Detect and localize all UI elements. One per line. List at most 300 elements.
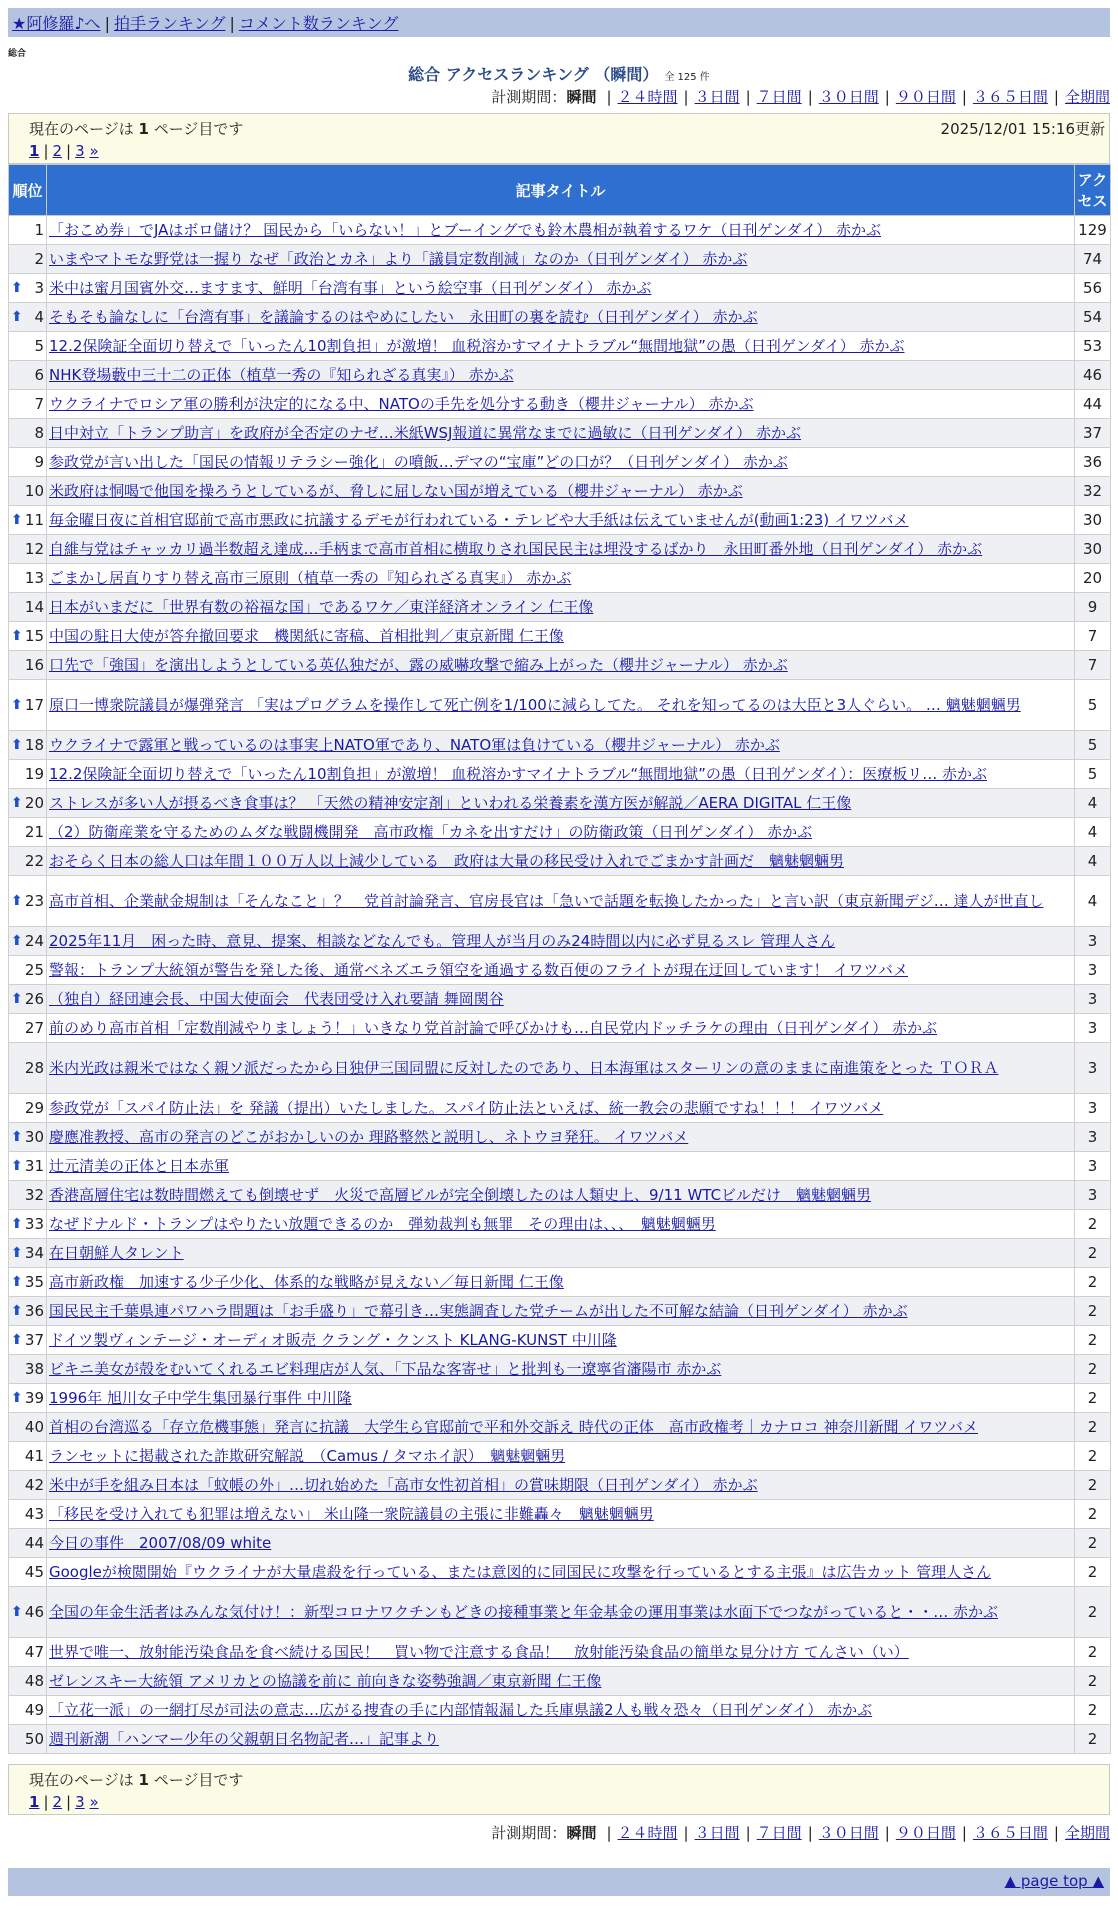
article-link[interactable]: いまやマトモな野党は一握り なぜ「政治とカネ」より「議員定数削減」なのか（日刊ゲンダイ） 赤かぶ — [49, 250, 748, 268]
rank-cell — [9, 1667, 47, 1696]
page-info-panel-top — [8, 113, 1110, 164]
rank-number: 32 — [24, 1186, 44, 1204]
title-cell — [47, 477, 1075, 506]
period-separator: | — [683, 1824, 689, 1842]
article-link[interactable]: 在日朝鮮人タレント — [49, 1244, 184, 1262]
period-link[interactable]: ７日間 — [756, 1824, 802, 1842]
period-link[interactable]: ３６５日間 — [972, 1824, 1048, 1842]
table-row — [9, 1500, 1111, 1529]
rank-cell — [9, 1152, 47, 1181]
title-cell — [47, 876, 1075, 927]
table-row — [9, 1558, 1111, 1587]
title-cell — [47, 760, 1075, 789]
rank-cell — [9, 1587, 47, 1638]
period-separator: | — [961, 1824, 967, 1842]
access-count: 4 — [1075, 876, 1111, 927]
period-separator: | — [683, 88, 689, 106]
article-link[interactable]: NHK登場藪中三十二の正体（植草一秀の『知られざる真実』） 赤かぶ — [49, 366, 514, 384]
article-link[interactable]: おそらく日本の総人口は年間１００万人以上減少している 政府は大量の移民受け入れでごまかす計画だ 魑魅魍魎男 — [49, 852, 845, 870]
rank-number: 25 — [24, 961, 44, 979]
access-count: 53 — [1075, 332, 1111, 361]
pager-next-link[interactable]: » — [89, 1793, 99, 1811]
article-link[interactable]: 12.2保険証全面切り替えで「いったん10割負担」が激増！ 血税溶かすマイナトラブル“無間地獄”の愚（日刊ゲンダイ） 赤かぶ — [49, 337, 905, 355]
table-row — [9, 390, 1111, 419]
rank-number: 21 — [24, 823, 44, 841]
title-cell — [47, 1210, 1075, 1239]
nav-separator: | — [104, 14, 110, 33]
article-link[interactable]: 辻元清美の正体と日本赤軍 — [49, 1157, 230, 1175]
title-cell — [47, 1667, 1075, 1696]
rank-cell — [9, 1123, 47, 1152]
pager-page-link[interactable]: 2 — [52, 1793, 63, 1811]
rank-cell — [9, 1471, 47, 1500]
rank-cell — [9, 1384, 47, 1413]
access-count: 3 — [1075, 1181, 1111, 1210]
table-row — [9, 564, 1111, 593]
article-link[interactable]: 米中は蜜月国賓外交…ますます、鮮明「台湾有事」という絵空事（日刊ゲンダイ） 赤かぶ — [49, 279, 652, 297]
rank-number: 47 — [24, 1643, 44, 1661]
pager-next-link[interactable]: » — [89, 142, 99, 160]
rank-cell — [9, 1297, 47, 1326]
up-arrow-icon: ⬆ — [11, 893, 23, 909]
rank-cell — [9, 651, 47, 680]
access-count: 2 — [1075, 1210, 1111, 1239]
title-cell — [47, 622, 1075, 651]
table-row — [9, 1587, 1111, 1638]
title-cell — [47, 1123, 1075, 1152]
access-count: 2 — [1075, 1558, 1111, 1587]
rank-cell — [9, 956, 47, 985]
article-link[interactable]: 原口一博衆院議員が爆弾発言 「実はプログラムを操作して死亡例を1/100に減らしてた。 それを知ってるのは大臣と3人ぐらい。 … 魑魅魍魎男 — [49, 696, 1021, 714]
title-cell — [47, 1413, 1075, 1442]
title-cell — [47, 1558, 1075, 1587]
period-separator: | — [961, 88, 967, 106]
period-link[interactable]: ３０日間 — [818, 1824, 879, 1842]
access-count: 2 — [1075, 1442, 1111, 1471]
access-count: 2 — [1075, 1529, 1111, 1558]
rank-cell — [9, 622, 47, 651]
article-link[interactable]: 慶應准教授、高市の発言のどこがおかしいのか 理路整然と説明し、ネトウヨ発狂。 イワツバメ — [49, 1128, 689, 1146]
period-link[interactable]: ９０日間 — [895, 1824, 956, 1842]
period-separator: | — [884, 1824, 890, 1842]
rank-cell — [9, 1239, 47, 1268]
rank-number: 31 — [24, 1157, 44, 1175]
access-count: 2 — [1075, 1268, 1111, 1297]
period-current: 瞬間 — [566, 1824, 597, 1842]
rank-cell — [9, 731, 47, 760]
title-cell — [47, 390, 1075, 419]
section-label: 総合 — [8, 49, 27, 59]
article-link[interactable]: 1996年 旭川女子中学生集団暴行事件 中川隆 — [49, 1389, 352, 1407]
table-row — [9, 1123, 1111, 1152]
period-link[interactable]: ３０日間 — [818, 88, 879, 106]
up-arrow-icon: ⬆ — [11, 1390, 23, 1406]
nav-separator: | — [229, 14, 235, 33]
up-arrow-icon: ⬆ — [11, 795, 23, 811]
access-count: 5 — [1075, 731, 1111, 760]
rank-number: 22 — [24, 852, 44, 870]
period-separator: | — [807, 88, 813, 106]
article-link[interactable]: 12.2保険証全面切り替えで「いったん10割負担」が激増！ 血税溶かすマイナトラブル“無間地獄”の愚（日刊ゲンダイ）：医療板リ… 赤かぶ — [49, 765, 987, 783]
total-count: 全 125 件 — [664, 72, 710, 83]
up-arrow-icon: ⬆ — [11, 1129, 23, 1145]
article-link[interactable]: 米内光政は親米ではなく親ソ派だったから日独伊三国同盟に反対したのであり、日本海軍はスターリンの意のままに南進策をとった ＴＯＲＡ — [49, 1059, 999, 1077]
rank-cell — [9, 1725, 47, 1754]
up-arrow-icon: ⬆ — [11, 1332, 23, 1348]
pager-page-link[interactable]: 3 — [75, 1793, 85, 1811]
period-link[interactable]: ３６５日間 — [972, 88, 1048, 106]
rank-cell — [9, 985, 47, 1014]
rank-cell — [9, 332, 47, 361]
page-info-number: 1 — [138, 120, 149, 138]
access-count: 30 — [1075, 506, 1111, 535]
up-arrow-icon: ⬆ — [11, 991, 23, 1007]
article-link[interactable]: そもそも論なしに「台湾有事」を議論するのはやめにしたい 永田町の裏を読む（日刊ゲンダイ） 赤かぶ — [49, 308, 758, 326]
access-count: 5 — [1075, 760, 1111, 789]
header-access: アクセス — [1075, 165, 1111, 216]
pager-page-link[interactable]: 2 — [52, 142, 63, 160]
table-row — [9, 1355, 1111, 1384]
article-link[interactable]: ドイツ製ヴィンテージ・オーディオ販売 クラング・クンスト KLANG-KUNST 中川隆 — [49, 1331, 617, 1349]
article-link[interactable]: ランセットに掲載された詐欺研究解説 （Camus / タマホイ訳） 魑魅魍魎男 — [49, 1447, 566, 1465]
rank-number: 14 — [24, 598, 44, 616]
rank-number: 35 — [24, 1273, 44, 1291]
rank-number: 41 — [24, 1447, 44, 1465]
title-cell — [47, 985, 1075, 1014]
table-row — [9, 506, 1111, 535]
rank-number: 9 — [34, 453, 44, 471]
pager-page-link[interactable]: 1 — [29, 1793, 40, 1811]
article-link[interactable]: 参政党が言い出した「国民の情報リテラシー強化」の噴飯…デマの“宝庫”どの口が？（日刊ゲンダイ） 赤かぶ — [49, 453, 788, 471]
page-info-text — [29, 118, 243, 139]
table-row — [9, 1268, 1111, 1297]
rank-number: 20 — [24, 794, 44, 812]
period-selector-bottom — [491, 1822, 1110, 1843]
access-count: 3 — [1075, 1014, 1111, 1043]
rank-number: 1 — [34, 221, 44, 239]
rank-number: 19 — [24, 765, 44, 783]
table-row — [9, 927, 1111, 956]
table-row — [9, 956, 1111, 985]
rank-number: 50 — [24, 1730, 44, 1748]
rank-cell — [9, 361, 47, 390]
article-link[interactable]: 「立花一派」の一網打尽が司法の意志…広がる捜査の手に内部情報漏した兵庫県議2人も戦々恐々（日刊ゲンダイ） 赤かぶ — [49, 1701, 873, 1719]
article-link[interactable]: 世界で唯一、放射能汚染食品を食べ続ける国民！ 買い物で注意する食品！ 放射能汚染食品の簡単な見分け方 てんさい（い） — [49, 1643, 909, 1661]
access-count: 3 — [1075, 927, 1111, 956]
rank-cell — [9, 1181, 47, 1210]
page-top-link[interactable]: ▲ page top ▲ — [1004, 1872, 1104, 1890]
article-link[interactable]: （2）防衛産業を守るためのムダな戦闘機開発 高市政権「カネを出すだけ」の防衛政策（日刊ゲンダイ） 赤かぶ — [49, 823, 813, 841]
up-arrow-icon: ⬆ — [11, 1245, 23, 1261]
access-count: 2 — [1075, 1587, 1111, 1638]
access-count: 2 — [1075, 1471, 1111, 1500]
table-row — [9, 680, 1111, 731]
access-count: 3 — [1075, 1152, 1111, 1181]
rank-number: 30 — [24, 1128, 44, 1146]
access-count: 2 — [1075, 1326, 1111, 1355]
table-row — [9, 1210, 1111, 1239]
title-cell — [47, 361, 1075, 390]
table-row — [9, 1239, 1111, 1268]
title-cell — [47, 927, 1075, 956]
table-row — [9, 216, 1111, 245]
period-link[interactable]: ９０日間 — [895, 88, 956, 106]
period-link[interactable]: 全期間 — [1064, 88, 1110, 106]
pager-top — [29, 142, 99, 160]
access-count: 7 — [1075, 622, 1111, 651]
rank-cell — [9, 1094, 47, 1123]
period-link[interactable]: ７日間 — [756, 88, 802, 106]
article-link[interactable]: 今日の事件 2007/08/09 white — [49, 1534, 272, 1552]
article-link[interactable]: 首相の台湾巡る「存立危機事態」発言に抗議 大学生ら官邸前で平和外交訴え 時代の正体 高市政権考｜カナロコ 神奈川新聞 イワツバメ — [49, 1418, 979, 1436]
article-link[interactable]: 全国の年金生活者はみんな気付け！：新型コロナワクチンもどきの接種事業と年金基金の運用事業は水面下でつながっていると・・… 赤かぶ — [49, 1603, 999, 1621]
up-arrow-icon: ⬆ — [11, 1274, 23, 1290]
article-link[interactable]: ゼレンスキー大統領 アメリカとの協議を前に 前向きな姿勢強調／東京新聞 仁王像 — [49, 1672, 602, 1690]
period-link[interactable]: ３日間 — [694, 88, 740, 106]
page-info-suffix: ページ目です — [153, 1771, 244, 1789]
period-link[interactable]: ３日間 — [694, 1824, 740, 1842]
period-separator: | — [1053, 88, 1059, 106]
rank-number: 46 — [24, 1603, 44, 1621]
article-link[interactable]: 毎金曜日夜に首相官邸前で高市悪政に抗議するデモが行われている・テレビや大手紙は伝えていませんが(動画1:23) イワツバメ — [49, 511, 909, 529]
rank-cell — [9, 847, 47, 876]
rank-cell — [9, 1043, 47, 1094]
article-link[interactable]: ビキニ美女が殻をむいてくれるエビ料理店が人気、「下品な客寄せ」と批判も一遼寧省瀋陽市 赤かぶ — [49, 1360, 722, 1378]
article-link[interactable]: なぜドナルド・トランプはやりたい放題できるのか 弾劾裁判も無罪 その理由は、、、 魑魅魍魎男 — [49, 1215, 716, 1233]
title-cell — [47, 1094, 1075, 1123]
period-separator: | — [807, 1824, 813, 1842]
rank-cell — [9, 1210, 47, 1239]
rank-number: 23 — [24, 892, 44, 910]
table-row — [9, 1297, 1111, 1326]
pager-separator: | — [66, 142, 72, 160]
article-link[interactable]: 自維与党はチャッカリ過半数超え達成…手柄まで高市首相に横取りされ国民民主は埋没するばかり 永田町番外地（日刊ゲンダイ） 赤かぶ — [49, 540, 983, 558]
title-cell — [47, 448, 1075, 477]
title-cell — [47, 1239, 1075, 1268]
article-link[interactable]: 国民民主千葉県連パワハラ問題は「お手盛り」で幕引き…実態調査した党チームが出した不可解な結論（日刊ゲンダイ） 赤かぶ — [49, 1302, 908, 1320]
rank-cell — [9, 535, 47, 564]
rank-number: 38 — [24, 1360, 44, 1378]
up-arrow-icon: ⬆ — [11, 697, 23, 713]
title-cell — [47, 1696, 1075, 1725]
rank-number: 44 — [24, 1534, 44, 1552]
rank-number: 10 — [24, 482, 44, 500]
access-count: 5 — [1075, 680, 1111, 731]
rank-cell — [9, 593, 47, 622]
rank-number: 36 — [24, 1302, 44, 1320]
rank-number: 33 — [24, 1215, 44, 1233]
up-arrow-icon: ⬆ — [11, 1216, 23, 1232]
table-row — [9, 1696, 1111, 1725]
table-row — [9, 789, 1111, 818]
table-row — [9, 303, 1111, 332]
article-link[interactable]: 「おこめ券」でJAはボロ儲け？ 国民から「いらない！」とブーイングでも鈴木農相が執着するワケ（日刊ゲンダイ） 赤かぶ — [49, 221, 882, 239]
table-row — [9, 448, 1111, 477]
rank-cell — [9, 303, 47, 332]
rank-cell — [9, 1326, 47, 1355]
access-count: 30 — [1075, 535, 1111, 564]
article-link[interactable]: ウクライナでロシア軍の勝利が決定的になる中、NATOの手先を処分する動き（櫻井ジャーナル） 赤かぶ — [49, 395, 754, 413]
rank-cell — [9, 390, 47, 419]
title-cell — [47, 535, 1075, 564]
title-cell — [47, 419, 1075, 448]
rank-cell — [9, 1014, 47, 1043]
period-current: 瞬間 — [566, 88, 597, 106]
article-link[interactable]: 警報：トランプ大統領が警告を発した後、通常ベネズエラ領空を通過する数百便のフライトが現在迂回しています！ イワツバメ — [49, 961, 909, 979]
rank-number: 3 — [34, 279, 44, 297]
rank-cell — [9, 1558, 47, 1587]
access-count: 129 — [1075, 216, 1111, 245]
rank-cell — [9, 1442, 47, 1471]
pager-bottom — [29, 1793, 99, 1811]
title-cell — [47, 789, 1075, 818]
rank-number: 49 — [24, 1701, 44, 1719]
access-count: 46 — [1075, 361, 1111, 390]
article-link[interactable]: 香港高層住宅は数時間燃えても倒壊せず 火災で高層ビルが完全倒壊したのは人類史上、9/11 WTCビルだけ 魑魅魍魎男 — [49, 1186, 872, 1204]
rank-number: 28 — [24, 1059, 44, 1077]
rank-number: 37 — [24, 1331, 44, 1349]
access-count: 2 — [1075, 1725, 1111, 1754]
period-separator: | — [884, 88, 890, 106]
title-cell — [47, 1014, 1075, 1043]
title-cell — [47, 1268, 1075, 1297]
table-row — [9, 1014, 1111, 1043]
title-cell — [47, 506, 1075, 535]
rank-number: 26 — [24, 990, 44, 1008]
header-rank: 順位 — [9, 165, 47, 216]
article-link[interactable]: 口先で「強国」を演出しようとしている英仏独だが、露の威嚇攻撃で縮み上がった（櫻井ジャーナル） 赤かぶ — [49, 656, 788, 674]
title-cell — [47, 216, 1075, 245]
title-cell — [47, 332, 1075, 361]
page-title-text: 総合 アクセスランキング （瞬間） — [408, 65, 659, 84]
article-link[interactable]: ごまかし居直りすり替え高市三原則（植草一秀の『知られざる真実』） 赤かぶ — [49, 569, 572, 587]
article-link[interactable]: 「移民を受け入れても犯罪は増えない」 米山隆一衆院議員の主張に非難轟々 魑魅魍魎男 — [49, 1505, 654, 1523]
table-row — [9, 1384, 1111, 1413]
article-link[interactable]: 米中が手を組み日本は「蚊帳の外」…切れ始めた「高市女性初首相」の賞味期限（日刊ゲンダイ） 赤かぶ — [49, 1476, 758, 1494]
article-link[interactable]: ウクライナで露軍と戦っているのは事実上NATO軍であり、NATO軍は負けている（櫻井ジャーナル） 赤かぶ — [49, 736, 780, 754]
page-info-panel-bottom — [8, 1764, 1110, 1815]
rank-cell — [9, 1500, 47, 1529]
access-count: 2 — [1075, 1696, 1111, 1725]
rank-cell — [9, 274, 47, 303]
period-link[interactable]: 全期間 — [1064, 1824, 1110, 1842]
table-row — [9, 1326, 1111, 1355]
title-cell — [47, 1043, 1075, 1094]
table-row — [9, 419, 1111, 448]
rank-cell — [9, 876, 47, 927]
article-link[interactable]: 高市新政権 加速する少子少化、体系的な戦略が見えない／毎日新聞 仁王像 — [49, 1273, 564, 1291]
rank-number: 43 — [24, 1505, 44, 1523]
nav-link-asyura[interactable]: ★阿修羅♪へ — [12, 14, 101, 33]
rank-cell — [9, 760, 47, 789]
access-count: 3 — [1075, 956, 1111, 985]
period-selector-top — [491, 86, 1110, 107]
title-cell — [47, 1587, 1075, 1638]
pager-separator: | — [43, 1793, 49, 1811]
article-link[interactable]: 米政府は恫喝で他国を操ろうとしているが、脅しに屈しない国が増えている（櫻井ジャーナル） 赤かぶ — [49, 482, 743, 500]
period-link[interactable]: ２４時間 — [617, 88, 678, 106]
ranking-table-body — [9, 216, 1111, 1754]
period-separator: | — [745, 88, 751, 106]
table-row — [9, 1471, 1111, 1500]
title-cell — [47, 1297, 1075, 1326]
title-cell — [47, 245, 1075, 274]
pager-page-link[interactable]: 1 — [29, 142, 40, 160]
table-row — [9, 332, 1111, 361]
rank-number: 7 — [34, 395, 44, 413]
updated-timestamp: 2025/12/01 15:16更新 — [940, 120, 1105, 138]
rank-cell — [9, 564, 47, 593]
article-link[interactable]: 週刊新潮「ハンマー少年の父親朝日名物記者…」記事より — [49, 1730, 440, 1748]
article-link[interactable]: 参政党が「スパイ防止法」を 発議（提出）いたしました。スパイ防止法といえば、統一教会の悲願ですね！！！ イワツバメ — [49, 1099, 884, 1117]
up-arrow-icon: ⬆ — [11, 309, 23, 325]
up-arrow-icon: ⬆ — [11, 737, 23, 753]
rank-cell — [9, 506, 47, 535]
nav-link-comment-ranking[interactable]: コメント数ランキング — [238, 14, 399, 33]
table-header-row — [9, 165, 1111, 216]
article-link[interactable]: ストレスが多い人が摂るべき食事は？ 「天然の精神安定剤」といわれる栄養素を漢方医が解説／AERA DIGITAL 仁王像 — [49, 794, 852, 812]
article-link[interactable]: （独自）経団連会長、中国大使面会 代表団受け入れ要請 舞岡関谷 — [49, 990, 504, 1008]
access-count: 37 — [1075, 419, 1111, 448]
table-row — [9, 535, 1111, 564]
rank-number: 16 — [24, 656, 44, 674]
rank-number: 39 — [24, 1389, 44, 1407]
page-info-number: 1 — [138, 1771, 149, 1789]
up-arrow-icon: ⬆ — [11, 1158, 23, 1174]
table-row — [9, 361, 1111, 390]
title-cell — [47, 1384, 1075, 1413]
title-cell — [47, 1152, 1075, 1181]
period-separator: | — [1053, 1824, 1059, 1842]
table-row — [9, 245, 1111, 274]
table-row — [9, 274, 1111, 303]
rank-cell — [9, 680, 47, 731]
article-link[interactable]: 日中対立「トランプ助言」を政府が全否定のナゼ…米紙WSJ報道に異常なまでに過敏に（日刊ゲンダイ） 赤かぶ — [49, 424, 802, 442]
table-row — [9, 1529, 1111, 1558]
table-row — [9, 847, 1111, 876]
table-row — [9, 593, 1111, 622]
article-link[interactable]: 中国の駐日大使が答弁撤回要求 機関紙に寄稿、首相批判／東京新聞 仁王像 — [49, 627, 564, 645]
pager-page-link[interactable]: 3 — [75, 142, 85, 160]
access-count: 2 — [1075, 1297, 1111, 1326]
access-count: 3 — [1075, 1123, 1111, 1152]
article-link[interactable]: 2025年11月 困った時、意見、提案、相談などなんでも。管理人が当月のみ24時間以内に必ず見るスレ 管理人さん — [49, 932, 836, 950]
rank-cell — [9, 818, 47, 847]
title-cell — [47, 1471, 1075, 1500]
page-title — [0, 62, 1118, 85]
article-link[interactable]: 高市首相、企業献金規制は「そんなこと」？ 党首討論発言、官房長官は「急いで話題を転換したかった」と言い訳（東京新聞デジ… 達人が世直し — [49, 892, 1044, 910]
up-arrow-icon: ⬆ — [11, 1604, 23, 1620]
rank-number: 27 — [24, 1019, 44, 1037]
access-count: 32 — [1075, 477, 1111, 506]
ranking-table — [8, 164, 1111, 1754]
article-link[interactable]: Googleが検閲開始『ウクライナが大量虐殺を行っている、または意図的に同国民に攻撃を行っているとする主張』は広告カット 管理人さん — [49, 1563, 992, 1581]
table-row — [9, 1094, 1111, 1123]
period-link[interactable]: ２４時間 — [617, 1824, 678, 1842]
article-link[interactable]: 日本がいまだに「世界有数の裕福な国」であるワケ／東洋経済オンライン 仁王像 — [49, 598, 594, 616]
table-row — [9, 818, 1111, 847]
bottom-bar — [8, 1868, 1110, 1896]
article-link[interactable]: 前のめり高市首相「定数削減やりましょう！」いきなり党首討論で呼びかけも…自民党内ドッチラケの理由（日刊ゲンダイ） 赤かぶ — [49, 1019, 937, 1037]
page-info-prefix: 現在のページは — [29, 120, 134, 138]
access-count: 36 — [1075, 448, 1111, 477]
rank-number: 4 — [34, 308, 44, 326]
nav-link-clap-ranking[interactable]: 拍手ランキング — [113, 14, 226, 33]
up-arrow-icon: ⬆ — [11, 933, 23, 949]
table-row — [9, 651, 1111, 680]
title-cell — [47, 1725, 1075, 1754]
header-title: 記事タイトル — [47, 165, 1075, 216]
